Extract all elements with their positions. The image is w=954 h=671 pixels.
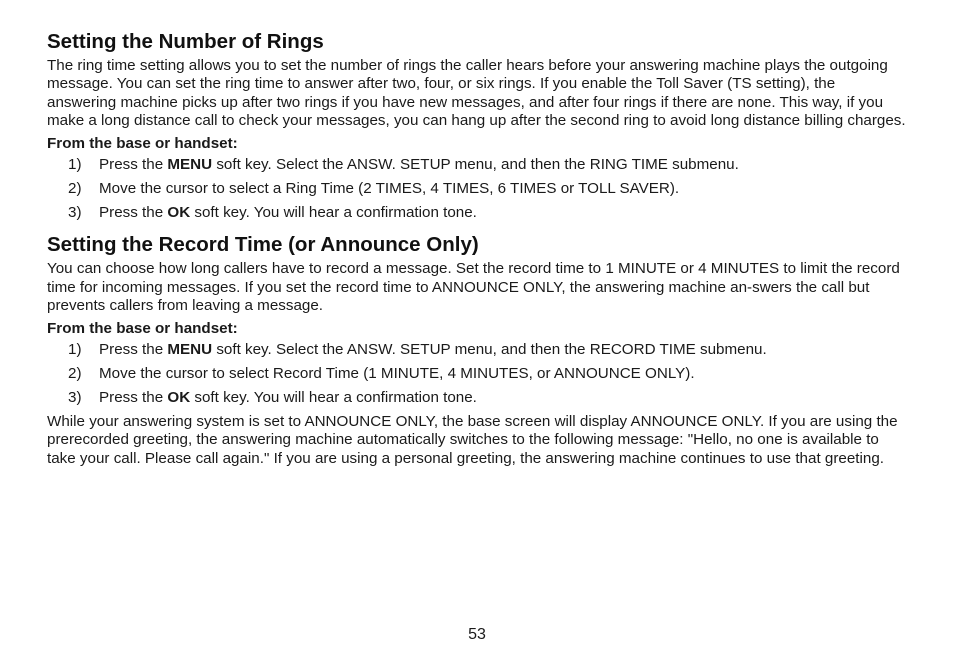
- step-text: Move the cursor to select Record Time (1 MINUTE, 4 MINUTES, or ANNOUNCE ONLY).: [99, 365, 695, 383]
- announce-only-note: While your answering system is set to ANNOUNCE ONLY, the base screen will display ANNOUNCE ONLY. If you are using the prerecorded greeting, the answering machine automatically switches to the following message: "Hello, no one is available to take your call. Please call again." If you are using a personal greeting, the answering machine continues to use that greeting.: [47, 413, 898, 467]
- step-number: 3): [68, 204, 82, 222]
- ring-steps-list: [47, 156, 907, 222]
- step-number: 1): [68, 156, 82, 174]
- section-intro-number-of-rings: The ring time setting allows you to set the number of rings the caller hears before your answering machine plays the outgoing message. You can set the ring time to answer after two, four, or six rings. If you enable the Toll Saver (TS setting), the answering machine picks up after two rings if you have new messages, and after four rings if there are none. This way, if you make a long distance call to check your messages, you can hang up after the second ring to avoid long distance billing charges.: [47, 57, 906, 130]
- step-text: [99, 341, 767, 359]
- step-text: [99, 156, 739, 174]
- record-steps-list: [47, 341, 907, 407]
- manual-page: [47, 29, 907, 468]
- step-item: [47, 156, 907, 174]
- page-number: 53: [468, 626, 486, 643]
- step-item: [47, 389, 907, 407]
- step-text-post: soft key. Select the ANSW. SETUP menu, and then the RECORD TIME submenu.: [212, 341, 767, 359]
- step-item: [47, 365, 907, 383]
- step-text-pre: Press the: [99, 156, 168, 174]
- section-heading-number-of-rings: Setting the Number of Rings: [47, 30, 324, 53]
- step-item: [47, 341, 907, 359]
- menu-key-label: MENU: [167, 341, 213, 359]
- menu-key-label: MENU: [167, 156, 213, 174]
- step-text-pre: Press the: [99, 389, 168, 407]
- step-number: 2): [68, 180, 82, 198]
- step-text: [99, 389, 477, 407]
- section-heading-record-time: Setting the Record Time (or Announce Only): [47, 233, 479, 257]
- instructions-subheading: From the base or handset:: [47, 134, 238, 152]
- step-number: 1): [68, 341, 82, 359]
- step-text-pre: Press the: [99, 204, 168, 222]
- step-text-post: soft key. Select the ANSW. SETUP menu, and then the RING TIME submenu.: [212, 156, 739, 174]
- step-text-pre: Press the: [99, 341, 168, 359]
- step-text: [99, 204, 477, 222]
- instructions-subheading: From the base or handset:: [47, 319, 238, 337]
- ok-key-label: OK: [167, 389, 191, 407]
- step-text-post: soft key. You will hear a confirmation tone.: [190, 204, 477, 222]
- step-number: 3): [68, 389, 82, 407]
- step-number: 2): [68, 365, 82, 383]
- step-item: [47, 180, 907, 198]
- section-intro-record-time: You can choose how long callers have to record a message. Set the record time to 1 MINUTE or 4 MINUTES to limit the record time for incoming messages. If you set the record time to ANNOUNCE ONLY, the answering machine an-swers the call but prevents callers from leaving a message.: [47, 260, 900, 315]
- step-text: Move the cursor to select a Ring Time (2 TIMES, 4 TIMES, 6 TIMES or TOLL SAVER).: [99, 180, 680, 198]
- step-item: [47, 204, 907, 222]
- step-text-post: soft key. You will hear a confirmation tone.: [190, 389, 477, 407]
- ok-key-label: OK: [167, 204, 191, 222]
